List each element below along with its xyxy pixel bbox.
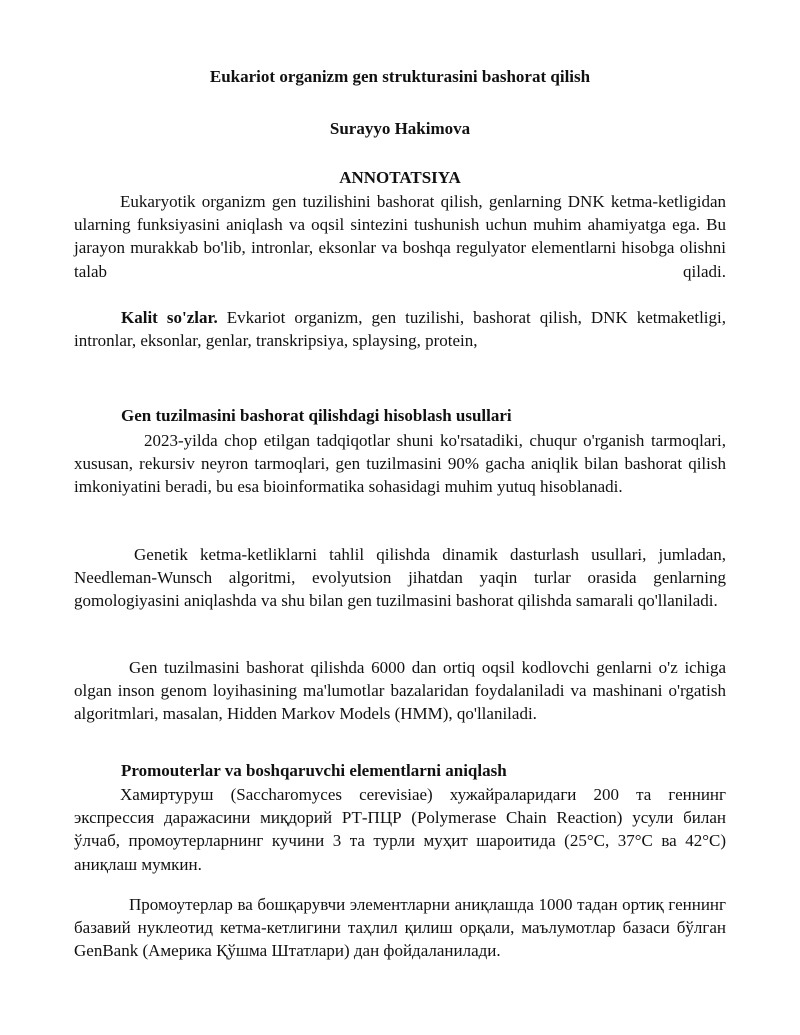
section-heading-computational-methods: Gen tuzilmasini bashorat qilishdagi hisoblash usullari	[121, 406, 512, 425]
section2-paragraph-2: Промоутерлар ва бошқарувчи элементларни аниқлашда 1000 тадан ортиқ геннинг базавий нуклеотид кетма-кетлигини таҳлил қилиш орқали, маълумотлар базаси бўлган GenBank (Америка Қўшма Штатлари) дан фойдаланилади.	[74, 895, 726, 961]
keywords-text: Evkariot organizm, gen tuzilishi, bashorat qilish, DNK ketmaketligi, intronlar, eksonlar, genlar, transkripsiya, splaysing, protein,	[74, 308, 726, 351]
abstract-paragraph: Eukaryotik organizm gen tuzilishini bashorat qilish, genlarning DNK ketma-ketligidan ularning funksiyasini aniqlash va oqsil sintezini tushunish uchun muhim ahamiyatga ega. Bu jarayon murakkab bo'lib, intronlar, eksonlar va boshqa regulyator elementlarni hisobga olishni talab qiladi.	[74, 192, 726, 281]
abstract-heading: ANNOTATSIYA	[339, 168, 461, 187]
keywords-paragraph	[74, 306, 726, 352]
paper-title: Eukariot organizm gen strukturasini bashorat qilish	[209, 67, 591, 86]
section2-paragraph-1: Хамиртуруш (Saccharomyces cerevisiae) хужайраларидаги 200 та геннинг экспрессия даражасини миқдорий РТ-ПЦР (Polymerase Chain Reaction) усули билан ўлчаб, промоутерларнинг кучини 3 та турли муҳит шароитида (25°C, 37°C ва 42°C) аниқлаш мумкин.	[74, 785, 726, 874]
section1-paragraph-3: Gen tuzilmasini bashorat qilishda 6000 dan ortiq oqsil kodlovchi genlarni o'z ichiga olgan inson genom loyihasining ma'lumotlar bazalaridan foydalaniladi va mashinani o'rgatish algoritmlari, masalan, Hidden Markov Models (HMM), qo'llaniladi.	[74, 658, 726, 724]
section1-paragraph-2: Genetik ketma-ketliklarni tahlil qilishda dinamik dasturlash usullari, jumladan, Needleman-Wunsch algoritmi, evolyutsion jihatdan yaqin turlar orasida genlarning gomologiyasini aniqlashda va shu bilan gen tuzilmasini bashorat qilishda samarali qo'llaniladi.	[74, 545, 726, 611]
author-name: Surayyo Hakimova	[329, 119, 471, 138]
section1-paragraph-1: 2023-yilda chop etilgan tadqiqotlar shuni ko'rsatadiki, chuqur o'rganish tarmoqlari, xususan, rekursiv neyron tarmoqlari, gen tuzilmasini 90% gacha aniqlik bilan bashorat qilish imkoniyatini beradi, bu esa bioinformatika sohasidagi muhim yutuq hisoblanadi.	[74, 431, 726, 497]
keywords-label: Kalit so'zlar.	[121, 308, 218, 327]
section-heading-promoters: Promouterlar va boshqaruvchi elementlarni aniqlash	[121, 761, 507, 780]
